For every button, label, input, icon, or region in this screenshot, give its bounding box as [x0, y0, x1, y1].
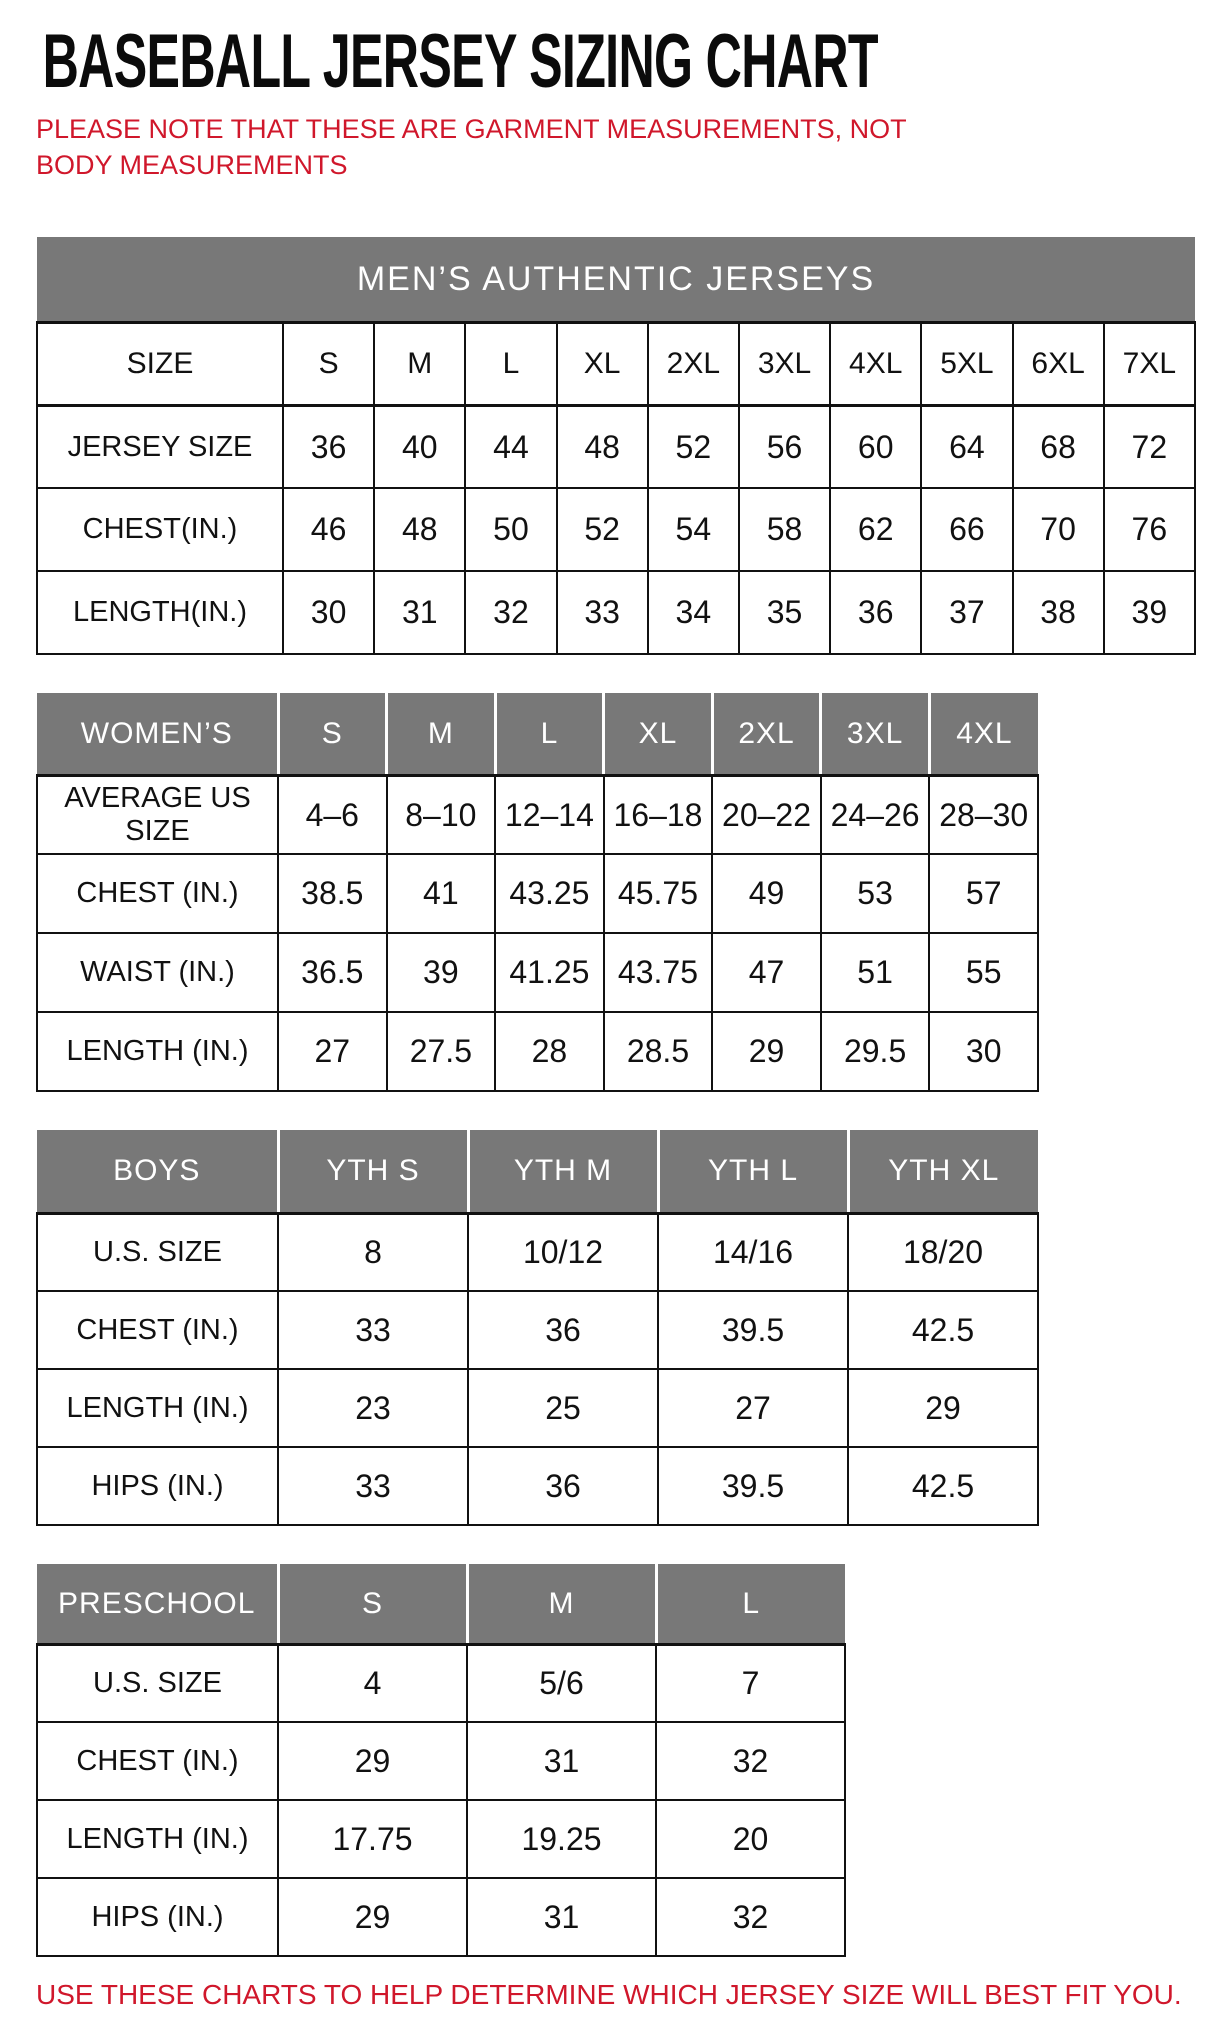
womens-data-cell: 28: [495, 1012, 604, 1091]
mens-data-cell: 60: [830, 405, 921, 488]
mens-size-cell: 5XL: [921, 322, 1012, 405]
mens-size-cell: 7XL: [1104, 322, 1195, 405]
womens-data-cell: 24–26: [821, 775, 930, 854]
mens-data-cell: 64: [921, 405, 1012, 488]
boys-row-label: LENGTH (IN.): [37, 1369, 278, 1447]
preschool-data-cell: 5/6: [467, 1644, 656, 1722]
mens-size-cell: XL: [557, 322, 648, 405]
boys-header-row: [37, 1130, 1038, 1213]
womens-data-cell: 20–22: [712, 775, 821, 854]
preschool-data-cell: 32: [656, 1722, 845, 1800]
womens-header-cell: 4XL: [929, 693, 1038, 775]
mens-data-cell: 48: [557, 405, 648, 488]
womens-data-cell: 39: [387, 933, 496, 1012]
mens-data-cell: 36: [283, 405, 374, 488]
mens-row-label: LENGTH(IN.): [37, 571, 283, 654]
boys-data-cell: 23: [278, 1369, 468, 1447]
preschool-header-label: PRESCHOOL: [37, 1564, 278, 1644]
womens-data-cell: 41: [387, 854, 496, 933]
preschool-data-cell: 29: [278, 1722, 467, 1800]
mens-data-cell: 52: [648, 405, 739, 488]
preschool-data-cell: 29: [278, 1878, 467, 1956]
mens-size-row: [37, 322, 1195, 405]
mens-size-cell: S: [283, 322, 374, 405]
mens-sizing-table: [36, 237, 1196, 655]
table-row: [37, 405, 1195, 488]
womens-data-cell: 51: [821, 933, 930, 1012]
womens-data-cell: 16–18: [604, 775, 713, 854]
womens-row-label: LENGTH (IN.): [37, 1012, 278, 1091]
boys-row-label: CHEST (IN.): [37, 1291, 278, 1369]
boys-data-cell: 14/16: [658, 1213, 848, 1291]
mens-data-cell: 62: [830, 488, 921, 571]
womens-data-cell: 4–6: [278, 775, 387, 854]
womens-data-cell: 30: [929, 1012, 1038, 1091]
table-row: [37, 933, 1038, 1012]
mens-data-cell: 58: [739, 488, 830, 571]
boys-data-cell: 8: [278, 1213, 468, 1291]
preschool-header-cell: L: [656, 1564, 845, 1644]
mens-data-cell: 54: [648, 488, 739, 571]
preschool-row-label: CHEST (IN.): [37, 1722, 278, 1800]
boys-data-cell: 39.5: [658, 1291, 848, 1369]
boys-data-cell: 18/20: [848, 1213, 1038, 1291]
mens-data-cell: 52: [557, 488, 648, 571]
womens-data-cell: 29: [712, 1012, 821, 1091]
womens-header-cell: L: [495, 693, 604, 775]
boys-row-label: U.S. SIZE: [37, 1213, 278, 1291]
garment-measurement-note: PLEASE NOTE THAT THESE ARE GARMENT MEASUREMENTS, NOT BODY MEASUREMENTS: [36, 114, 907, 180]
boys-data-cell: 42.5: [848, 1291, 1038, 1369]
mens-data-cell: 48: [374, 488, 465, 571]
mens-row-label: CHEST(IN.): [37, 488, 283, 571]
womens-data-cell: 55: [929, 933, 1038, 1012]
mens-data-cell: 31: [374, 571, 465, 654]
boys-data-cell: 36: [468, 1447, 658, 1525]
boys-data-cell: 33: [278, 1291, 468, 1369]
womens-data-cell: 45.75: [604, 854, 713, 933]
preschool-row-label: LENGTH (IN.): [37, 1800, 278, 1878]
preschool-data-cell: 7: [656, 1644, 845, 1722]
mens-size-cell: 3XL: [739, 322, 830, 405]
boys-header-cell: YTH M: [468, 1130, 658, 1213]
mens-data-cell: 72: [1104, 405, 1195, 488]
boys-data-cell: 27: [658, 1369, 848, 1447]
boys-sizing-table: [36, 1130, 1039, 1526]
mens-data-cell: 44: [465, 405, 556, 488]
preschool-data-cell: 17.75: [278, 1800, 467, 1878]
mens-data-cell: 76: [1104, 488, 1195, 571]
preschool-row-label: U.S. SIZE: [37, 1644, 278, 1722]
mens-data-cell: 68: [1013, 405, 1104, 488]
page-title: BASEBALL JERSEY SIZING CHART: [42, 19, 878, 104]
womens-data-cell: 57: [929, 854, 1038, 933]
mens-data-cell: 32: [465, 571, 556, 654]
womens-header-cell: M: [387, 693, 496, 775]
boys-header-cell: YTH XL: [848, 1130, 1038, 1213]
table-row: [37, 1213, 1038, 1291]
mens-size-cell: 4XL: [830, 322, 921, 405]
womens-data-cell: 38.5: [278, 854, 387, 933]
womens-data-cell: 49: [712, 854, 821, 933]
boys-header-label: BOYS: [37, 1130, 278, 1213]
mens-data-cell: 36: [830, 571, 921, 654]
womens-row-label: CHEST (IN.): [37, 854, 278, 933]
table-row: [37, 488, 1195, 571]
mens-size-cell: M: [374, 322, 465, 405]
preschool-data-cell: 31: [467, 1722, 656, 1800]
mens-data-cell: 50: [465, 488, 556, 571]
womens-data-cell: 53: [821, 854, 930, 933]
table-row: [37, 1369, 1038, 1447]
mens-size-cell: L: [465, 322, 556, 405]
table-row: [37, 1800, 845, 1878]
womens-data-cell: 27.5: [387, 1012, 496, 1091]
boys-data-cell: 25: [468, 1369, 658, 1447]
mens-data-cell: 39: [1104, 571, 1195, 654]
womens-header-cell: XL: [604, 693, 713, 775]
mens-data-cell: 46: [283, 488, 374, 571]
mens-size-row-label: SIZE: [37, 322, 283, 405]
womens-header-cell: S: [278, 693, 387, 775]
mens-data-cell: 30: [283, 571, 374, 654]
table-row: [37, 571, 1195, 654]
mens-data-cell: 40: [374, 405, 465, 488]
title-wrap: [36, 19, 1200, 104]
mens-data-cell: 37: [921, 571, 1012, 654]
boys-data-cell: 36: [468, 1291, 658, 1369]
table-row: [37, 1722, 845, 1800]
preschool-data-cell: 19.25: [467, 1800, 656, 1878]
preschool-data-cell: 4: [278, 1644, 467, 1722]
womens-data-cell: 8–10: [387, 775, 496, 854]
womens-data-cell: 36.5: [278, 933, 387, 1012]
womens-row-label: AVERAGE US SIZE: [37, 775, 278, 854]
boys-data-cell: 39.5: [658, 1447, 848, 1525]
mens-data-cell: 38: [1013, 571, 1104, 654]
womens-header-label: WOMEN’S: [37, 693, 278, 775]
boys-data-cell: 42.5: [848, 1447, 1038, 1525]
table-row: [37, 1878, 845, 1956]
preschool-header-row: [37, 1564, 845, 1644]
mens-size-cell: 6XL: [1013, 322, 1104, 405]
boys-data-cell: 29: [848, 1369, 1038, 1447]
womens-data-cell: 28–30: [929, 775, 1038, 854]
boys-data-cell: 33: [278, 1447, 468, 1525]
preschool-sizing-table: [36, 1564, 846, 1957]
preschool-data-cell: 32: [656, 1878, 845, 1956]
mens-data-cell: 34: [648, 571, 739, 654]
womens-data-cell: 47: [712, 933, 821, 1012]
boys-row-label: HIPS (IN.): [37, 1447, 278, 1525]
mens-size-cell: 2XL: [648, 322, 739, 405]
womens-header-cell: 3XL: [821, 693, 930, 775]
boys-header-cell: YTH L: [658, 1130, 848, 1213]
womens-header-cell: 2XL: [712, 693, 821, 775]
table-row: [37, 1012, 1038, 1091]
womens-data-cell: 41.25: [495, 933, 604, 1012]
boys-data-cell: 10/12: [468, 1213, 658, 1291]
womens-data-cell: 29.5: [821, 1012, 930, 1091]
womens-data-cell: 43.75: [604, 933, 713, 1012]
mens-data-cell: 56: [739, 405, 830, 488]
mens-data-cell: 70: [1013, 488, 1104, 571]
mens-title-row: [37, 237, 1195, 322]
womens-data-cell: 43.25: [495, 854, 604, 933]
mens-row-label: JERSEY SIZE: [37, 405, 283, 488]
preschool-header-cell: S: [278, 1564, 467, 1644]
womens-data-cell: 12–14: [495, 775, 604, 854]
womens-data-cell: 27: [278, 1012, 387, 1091]
table-row: [37, 1644, 845, 1722]
table-row: [37, 854, 1038, 933]
preschool-data-cell: 31: [467, 1878, 656, 1956]
table-row: [37, 1447, 1038, 1525]
mens-data-cell: 66: [921, 488, 1012, 571]
mens-data-cell: 33: [557, 571, 648, 654]
womens-data-cell: 28.5: [604, 1012, 713, 1091]
boys-header-cell: YTH S: [278, 1130, 468, 1213]
table-row: [37, 1291, 1038, 1369]
preschool-data-cell: 20: [656, 1800, 845, 1878]
fit-advice-footer: USE THESE CHARTS TO HELP DETERMINE WHICH JERSEY SIZE WILL BEST FIT YOU.: [36, 1979, 1182, 2011]
mens-data-cell: 35: [739, 571, 830, 654]
womens-sizing-table: [36, 693, 1039, 1092]
preschool-header-cell: M: [467, 1564, 656, 1644]
womens-row-label: WAIST (IN.): [37, 933, 278, 1012]
table-row: [37, 775, 1038, 854]
preschool-row-label: HIPS (IN.): [37, 1878, 278, 1956]
mens-table-title: MEN’S AUTHENTIC JERSEYS: [37, 237, 1195, 322]
womens-header-row: [37, 693, 1038, 775]
